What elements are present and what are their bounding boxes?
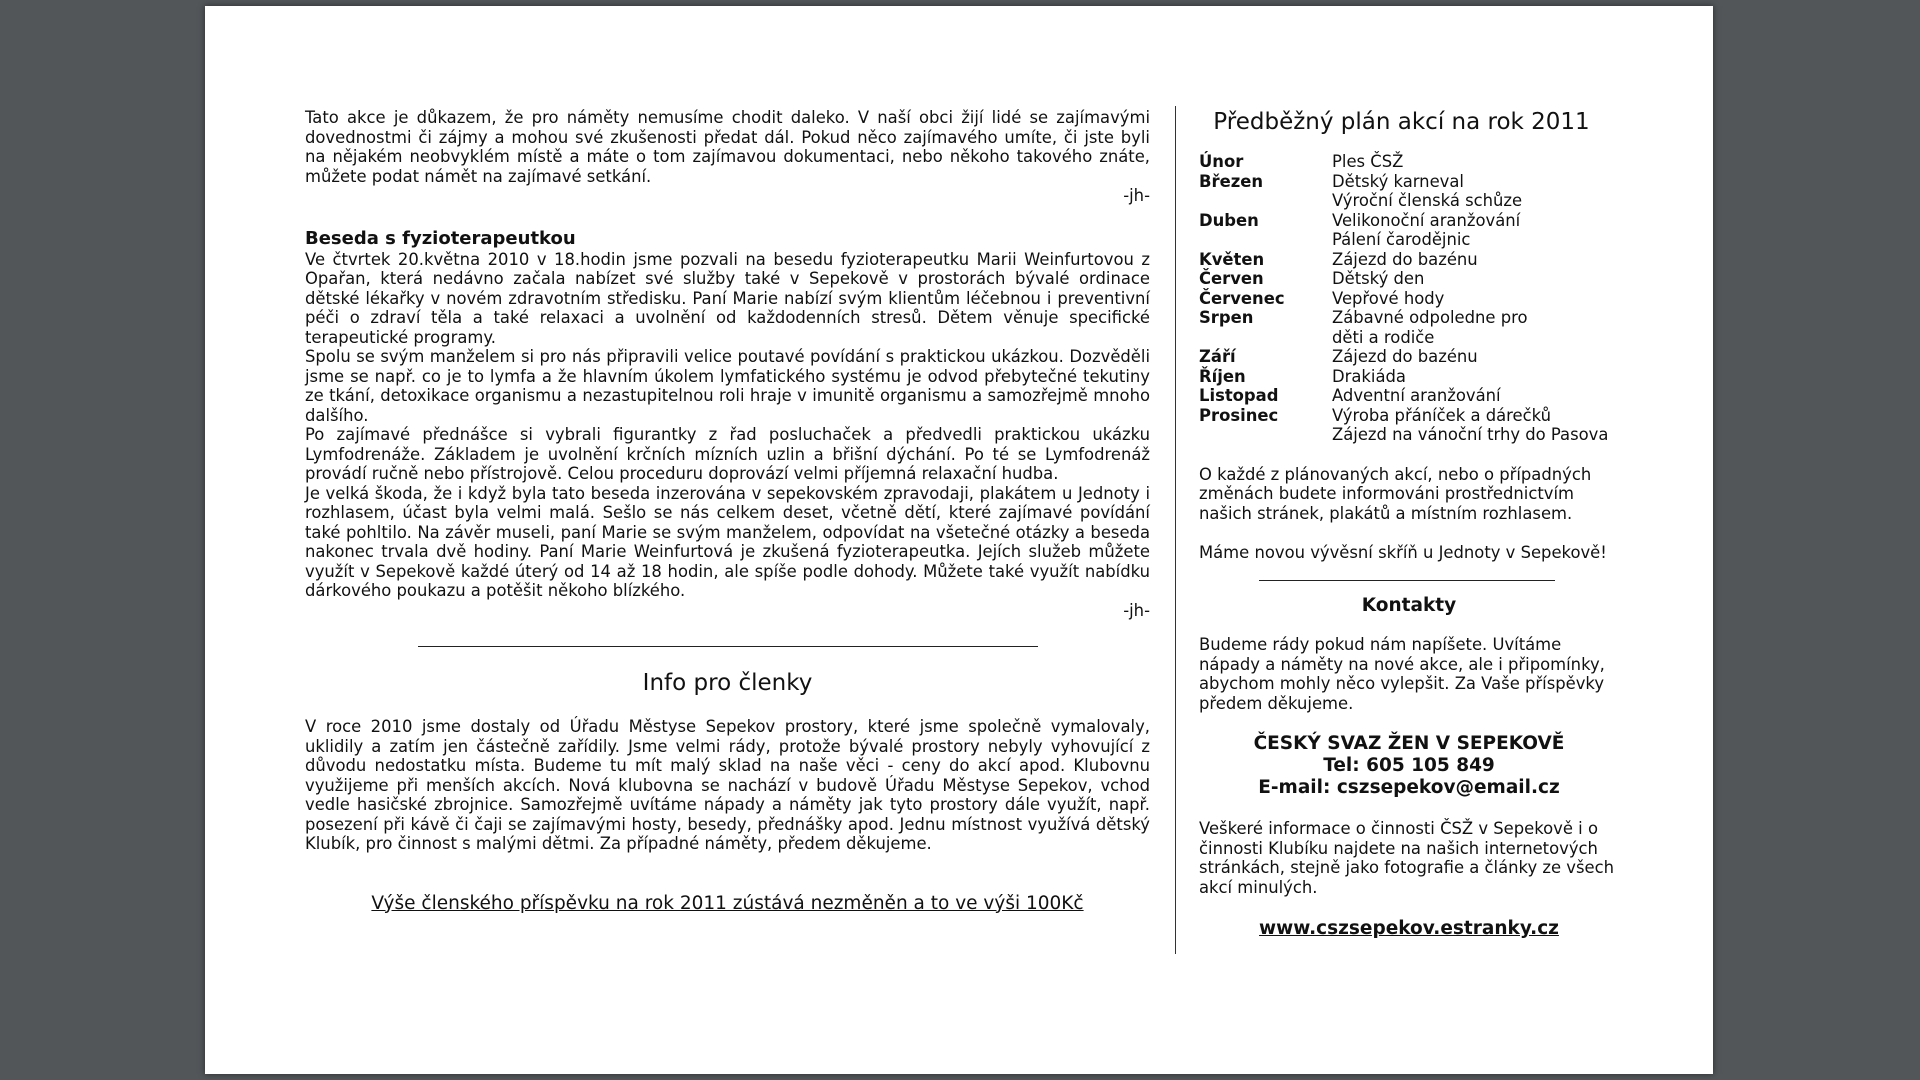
beseda-signature: -jh- [1123,600,1150,620]
plan-event: Zábavné odpoledne pro [1332,308,1528,327]
plan-event: Zájezd do bazénu [1332,249,1478,269]
right-column [1199,108,1619,939]
organization-name: ČESKÝ SVAZ ŽEN V SEPEKOVĚ [1253,733,1565,754]
plan-row [1199,152,1608,172]
fee-note: Výše členského příspěvku na rok 2011 zústává nezměněn a to ve výši 100Kč [371,892,1084,914]
info-text: V roce 2010 jsme dostaly od Úřadu Městyse Sepekov prostory, které jsme společně vymalovaly, uklidily a zatím jen částečně zařídily. Jsme velmi rády, protože bývalé prostory nebyly vyhovující z důvodu nedostatku místa. Budeme tu mít malý sklad na naše věci - ceny do akcí apod. Klubovnu využijeme při menších akcích. Nová klubovna se nachází v budově Úřadu Městyse Sepekov, vchod vedle hasičské zbrojnice. Samozřejmě uvítáme nápady a náměty jak tyto prostory dále využít, např. posezení při kávě či čaji se zajímavými hosty, besedy, přednášky apod. Jednu místnost využívá dětský Klubík, pro činnost s malými dětmi. Za případné náměty, předem děkujeme. [305,717,1150,853]
column-divider [1175,106,1176,954]
plan-event: Velikonoční aranžování [1332,210,1521,230]
plan-row [1199,406,1608,426]
contacts-divider [1259,580,1555,581]
plan-event: Dětský den [1332,269,1425,288]
plan-month: Srpen [1199,308,1254,327]
plan-row [1199,250,1608,270]
plan-month [1199,230,1332,250]
plan-event: Drakiáda [1332,366,1406,386]
section-divider [418,646,1038,647]
contact-email: E-mail: cszsepekov@email.cz [1258,777,1560,798]
plan-row [1199,172,1608,192]
plan-row [1199,191,1608,211]
plan-month [1199,191,1332,211]
plan-month: Květen [1199,249,1265,269]
plan-month: Říjen [1199,366,1246,386]
plan-month [1199,328,1332,348]
plan-event: Vepřové hody [1332,288,1445,308]
plan-event: Zájezd na vánoční trhy do Pasova [1332,425,1609,444]
plan-month: Únor [1199,152,1244,171]
plan-month: Březen [1199,171,1264,191]
plan-event: Adventní aranžování [1332,386,1501,405]
website-info: Veškeré informace o činnosti ČSŽ v Sepekově i o činnosti Klubíku najdete na našich internetových stránkách, stejně jako fotografie a články ze všech akcí minulých. [1199,819,1614,897]
plan-event: Pálení čarodějnic [1332,230,1471,249]
plan-month: Duben [1199,210,1259,230]
beseda-title: Beseda s fyzioterapeutkou [305,227,576,249]
plan-row [1199,347,1608,367]
plan-month: Září [1199,347,1236,366]
beseda-paragraph-2: Spolu se svým manželem si pro nás připravili velice poutavé povídání s praktickou ukázkou. Dozvěděli jsme se např. co je to lymfa a že hlavním úkolem lymfatického systému je odvod přebytečné tekutiny ze tkání, detoxikace organismu a nezastupitelnou roli hraje v imunitě organismu a samozřejmě mnoho dalšího. [305,347,1150,425]
plan-month: Červenec [1199,288,1285,308]
plan-row [1199,308,1608,328]
contact-phone: Tel: 605 105 849 [1323,755,1495,776]
plan-month: Listopad [1199,386,1279,405]
plan-note: O každé z plánovaných akcí, nebo o případných změnách budete informováni prostřednictvím našich stránek, plakátů a místním rozhlasem. [1199,464,1592,523]
plan-news: Máme novou vývěsní skříň u Jednoty v Sepekově! [1199,542,1607,562]
intro-signature: -jh- [1123,186,1150,205]
plan-event: Výroční členská schůze [1332,191,1523,210]
plan-event: Dětský karneval [1332,171,1464,191]
intro-text: Tato akce je důkazem, že pro náměty nemusíme chodit daleko. V naší obci žijí lidé se zajímavými dovednostmi či zájmy a mohou své zkušenosti předat dál. Pokud něco zajímavého umíte, či jste byli na nějakém neobvyklém místě a máte o tom zajímavou dokumentaci, nebo někoho takového znáte, můžete podat námět na zajímavé setkání. [305,108,1150,186]
plan-row [1199,425,1608,445]
plan-row [1199,269,1608,289]
info-title: Info pro členky [642,670,813,696]
plan-row [1199,211,1608,231]
plan-row [1199,386,1608,406]
website-link[interactable]: www.cszsepekov.estranky.cz [1259,918,1559,939]
plan-row [1199,230,1608,250]
plan-month: Červen [1199,269,1264,288]
plan-table [1199,152,1608,445]
beseda-paragraph-4: Je velká škoda, že i když byla tato beseda inzerována v sepekovském zpravodaji, plakátem u Jednoty i rozhlasem, účast byla velmi malá. Sešlo se nás celkem deset, včetně dětí, které zajímavé povídání také pohltilo. Na závěr museli, paní Marie se svým manželem, odpovídat na všetečné otázky a beseda nakonec trvala dvě hodiny. Paní Marie Weinfurtová je zkušená fyzioterapeutka. Jejích služeb můžete využít v Sepekově každé úterý od 14 až 18 hodin, ale spíše podle dohody. Můžete také využít nabídku dárkového poukazu a potěšit někoho blízkého. [305,483,1150,600]
left-column [305,108,1150,913]
plan-month: Prosinec [1199,405,1279,425]
contacts-title: Kontakty [1361,595,1457,616]
beseda-paragraph-1: Ve čtvrtek 20.května 2010 v 18.hodin jsme pozvali na besedu fyzioterapeutku Marii Weinfurtovou z Opařan, která nedávno začala nabízet své služby také v Sepekově v prostorách bývalé ordinace dětské lékařky v novém zdravotním středisku. Paní Marie nabízí svým klientům léčebnou i preventivní péči o zdraví těla a také relaxaci a uvolnění od každodenních stresů. Dětem věnuje specifické terapeutické programy. [305,249,1150,347]
plan-event: děti a rodiče [1332,327,1435,347]
plan-event: Výroba přáníček a dárečků [1332,405,1552,425]
plan-event: Ples ČSŽ [1332,152,1404,171]
plan-row [1199,289,1608,309]
plan-row [1199,328,1608,348]
beseda-paragraph-3: Po zajímavé přednášce si vybrali figurantky z řad posluchaček a předvedli praktickou ukázku Lymfodrenáže. Základem je uvolnění krčních mízních uzlin a břišní dýchání. Po té se Lymfodrenáž provádí ručně nebo přístrojově. Celou proceduru doprovází velmi příjemná relaxační hudba. [305,425,1150,483]
plan-title: Předběžný plán akcí na rok 2011 [1213,109,1590,135]
plan-month [1199,425,1332,445]
document-page [205,6,1713,1074]
plan-row [1199,367,1608,387]
plan-event: Zájezd do bazénu [1332,347,1478,366]
contacts-text: Budeme rády pokud nám napíšete. Uvítáme nápady a náměty na nové akce, ale i připomínky, abychom mohly něco vylepšit. Za Vaše příspěvky předem děkujeme. [1199,635,1605,713]
